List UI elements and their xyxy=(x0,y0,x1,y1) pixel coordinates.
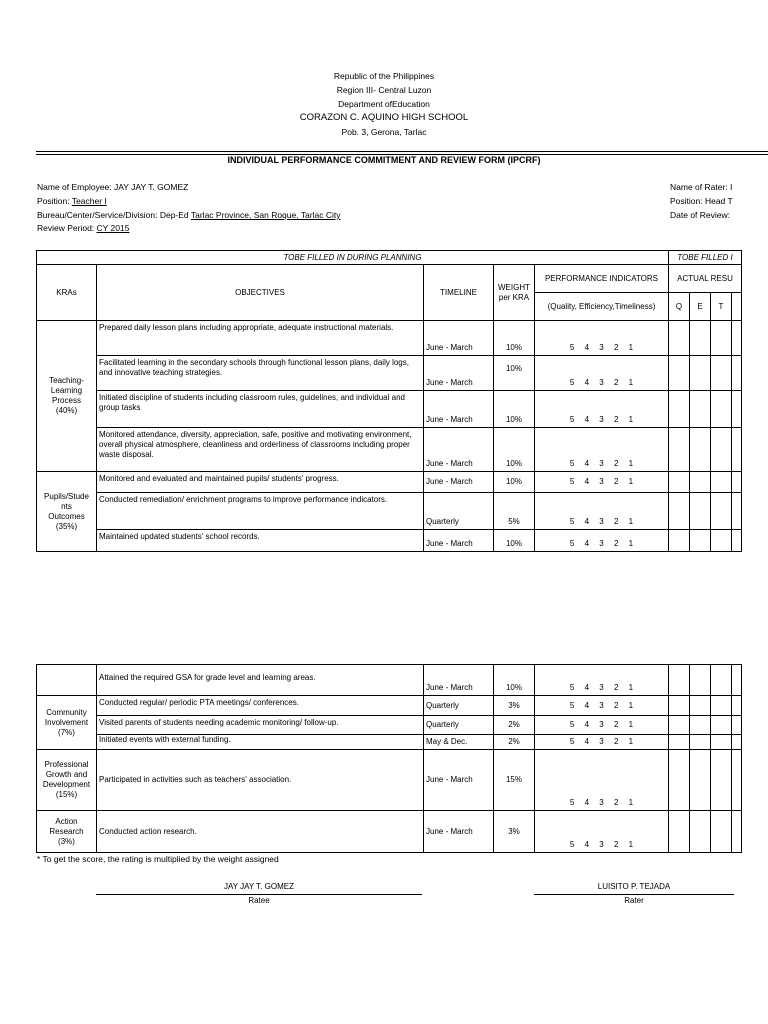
table-row xyxy=(37,716,742,735)
e-cell[interactable] xyxy=(690,750,711,811)
rater-name: LUISITO P. TEJADA xyxy=(597,882,671,891)
kra-professional-growth xyxy=(37,750,97,811)
table-row xyxy=(37,428,742,472)
t-header: T xyxy=(711,293,732,321)
school-address: Pob. 3, Gerona, Tarlac xyxy=(341,127,427,137)
weight-header: WEIGHT per KRA xyxy=(494,265,535,321)
table-row xyxy=(37,735,742,750)
timeline-cell: June - March xyxy=(424,321,494,356)
bureau-value-a: Dep-Ed xyxy=(159,210,191,220)
cut-cell xyxy=(732,665,742,696)
kra-label-line: Involvement xyxy=(44,717,89,727)
q-cell[interactable] xyxy=(669,493,690,530)
e-cell[interactable] xyxy=(690,321,711,356)
footnote: * To get the score, the rating is multiplied by the weight assigned xyxy=(37,854,279,864)
objective-cell: Monitored and evaluated and maintained pupils/ students' progress. xyxy=(97,472,424,493)
t-cell[interactable] xyxy=(711,472,732,493)
objectives-header: OBJECTIVES xyxy=(97,265,424,321)
table-row xyxy=(37,530,742,552)
ratee-name: JAY JAY T. GOMEZ xyxy=(224,882,294,891)
kra-label-line: Action xyxy=(55,816,78,826)
rater-label: Rater xyxy=(624,896,644,905)
review-period-label: Review Period: xyxy=(37,223,97,233)
kra-teaching-learning xyxy=(37,321,97,472)
bureau-line xyxy=(37,209,340,222)
q-cell[interactable] xyxy=(669,696,690,716)
kra-label-line: Growth and xyxy=(45,770,88,779)
e-cell[interactable] xyxy=(690,716,711,735)
e-cell[interactable] xyxy=(690,696,711,716)
cut-column xyxy=(732,293,742,321)
rating-scale: 5 4 3 2 1 xyxy=(535,428,669,472)
table-row xyxy=(37,321,742,356)
objective-cell: Initiated events with external funding. xyxy=(97,735,424,750)
rating-scale: 5 4 3 2 1 xyxy=(535,811,669,853)
rating-scale: 5 4 3 2 1 xyxy=(535,735,669,750)
rating-scale: 5 4 3 2 1 xyxy=(535,391,669,428)
table-row xyxy=(37,696,742,716)
rater-name-label: Name of Rater: I xyxy=(670,182,733,192)
weight-cell: 2% xyxy=(494,716,535,735)
timeline-cell: June - March xyxy=(424,472,494,493)
table-row xyxy=(37,750,742,811)
weight-cell: 3% xyxy=(494,811,535,853)
e-cell[interactable] xyxy=(690,356,711,391)
e-cell[interactable] xyxy=(690,391,711,428)
t-cell[interactable] xyxy=(711,750,732,811)
kra-label-line: (40%) xyxy=(55,406,78,415)
cut-cell xyxy=(732,696,742,716)
employee-name-line xyxy=(37,181,188,194)
objective-cell: Initiated discipline of students including classroom rules, guidelines, and individual and group tasks xyxy=(97,391,424,428)
table-row xyxy=(37,356,742,391)
cut-cell xyxy=(732,428,742,472)
weight-cell: 10% xyxy=(494,665,535,696)
e-cell[interactable] xyxy=(690,530,711,552)
table-row xyxy=(37,811,742,853)
objective-cell: Conducted regular/ periodic PTA meetings/ conferences. xyxy=(97,696,424,716)
kra-label-line: Learning xyxy=(50,386,83,395)
kra-continued xyxy=(37,665,97,696)
weight-cell: 10% xyxy=(494,391,535,428)
rater-position-label: Position: Head T xyxy=(670,196,733,206)
t-cell[interactable] xyxy=(711,428,732,472)
actual-results-header: ACTUAL RESU xyxy=(669,265,742,293)
timeline-cell: June - March xyxy=(424,356,494,391)
q-cell[interactable] xyxy=(669,321,690,356)
review-period-value: CY 2015 xyxy=(96,223,130,233)
rating-scale: 5 4 3 2 1 xyxy=(535,716,669,735)
header-department: Department ofEducation xyxy=(338,99,430,109)
t-cell[interactable] xyxy=(711,530,732,552)
ratee-label: Ratee xyxy=(248,896,270,905)
t-cell[interactable] xyxy=(711,321,732,356)
header-republic: Republic of the Philippines xyxy=(333,71,435,81)
objective-cell: Monitored attendance, diversity, appreciation, safe, positive and motivating environment, overall physical atmosphere, cleanliness and orderliness of classrooms including proper waste disposal. xyxy=(97,428,424,472)
ipcrf-table-top xyxy=(36,250,742,552)
kra-action-research xyxy=(37,811,97,853)
school-name: CORAZON C. AQUINO HIGH SCHOOL xyxy=(299,112,469,123)
cut-cell xyxy=(732,735,742,750)
table-row xyxy=(37,493,742,530)
table-row xyxy=(37,391,742,428)
review-date-label: Date of Review: xyxy=(670,210,730,220)
timeline-cell: June - March xyxy=(424,665,494,696)
q-cell[interactable] xyxy=(669,735,690,750)
timeline-cell: June - March xyxy=(424,428,494,472)
q-cell[interactable] xyxy=(669,391,690,428)
weight-cell: 10% xyxy=(494,321,535,356)
bureau-label: Bureau/Center/Service/Division: xyxy=(37,210,160,220)
timeline-cell: May & Dec. xyxy=(424,735,494,750)
t-cell[interactable] xyxy=(711,356,732,391)
e-cell[interactable] xyxy=(690,811,711,853)
timeline-cell: Quarterly xyxy=(424,696,494,716)
t-cell[interactable] xyxy=(711,696,732,716)
kra-pupils-outcomes xyxy=(37,472,97,552)
q-header: Q xyxy=(669,293,690,321)
q-cell[interactable] xyxy=(669,665,690,696)
q-cell[interactable] xyxy=(669,356,690,391)
t-cell[interactable] xyxy=(711,735,732,750)
timeline-cell: June - March xyxy=(424,750,494,811)
weight-cell: 15% xyxy=(494,750,535,811)
employee-name: JAY JAY T. GOMEZ xyxy=(114,182,189,192)
timeline-cell: June - March xyxy=(424,530,494,552)
timeline-header: TIMELINE xyxy=(424,265,494,321)
objective-cell: Maintained updated students' school records. xyxy=(97,530,424,552)
weight-cell: 10% xyxy=(494,428,535,472)
performance-indicators-header: PERFORMANCE INDICATORS xyxy=(535,265,669,293)
objective-cell: Prepared daily lesson plans including appropriate, adequate instructional materials. xyxy=(97,321,424,356)
rating-scale: 5 4 3 2 1 xyxy=(535,356,669,391)
qet-subheader: (Quality, Efficiency,Timeliness) xyxy=(535,293,669,321)
t-cell[interactable] xyxy=(711,391,732,428)
kra-label-line: Outcomes xyxy=(48,511,85,521)
timeline-cell: June - March xyxy=(424,811,494,853)
review-period-line xyxy=(37,222,129,235)
objective-cell: Facilitated learning in the secondary schools through functional lesson plans, daily logs, and innovative teaching strategies. xyxy=(97,356,424,391)
q-cell[interactable] xyxy=(669,811,690,853)
kra-label-line: Development xyxy=(42,780,91,789)
cut-cell xyxy=(732,716,742,735)
t-cell[interactable] xyxy=(711,493,732,530)
cut-cell xyxy=(732,811,742,853)
kra-label-line: Professional xyxy=(44,760,89,769)
header-region: Region III- Central Luzon xyxy=(336,85,432,95)
planning-banner: TOBE FILLED IN DURING PLANNING xyxy=(37,251,669,265)
q-cell[interactable] xyxy=(669,750,690,811)
objective-cell: Attained the required GSA for grade level and learning areas. xyxy=(97,665,424,696)
kra-label-line: Research xyxy=(49,826,84,836)
form-title: INDIVIDUAL PERFORMANCE COMMITMENT AND REVIEW FORM (IPCRF) xyxy=(227,155,541,165)
rating-scale: 5 4 3 2 1 xyxy=(535,493,669,530)
kra-label-line: (15%) xyxy=(55,790,78,799)
t-cell[interactable] xyxy=(711,716,732,735)
rating-scale: 5 4 3 2 1 xyxy=(535,696,669,716)
cut-cell xyxy=(732,356,742,391)
table-row xyxy=(37,665,742,696)
rating-scale: 5 4 3 2 1 xyxy=(535,665,669,696)
position-label: Position: xyxy=(37,196,72,206)
rating-scale: 5 4 3 2 1 xyxy=(535,530,669,552)
kra-label-line: (7%) xyxy=(58,727,75,737)
q-cell[interactable] xyxy=(669,428,690,472)
cut-cell xyxy=(732,493,742,530)
e-cell[interactable] xyxy=(690,472,711,493)
rating-scale: 5 4 3 2 1 xyxy=(535,472,669,493)
review-banner: TOBE FILLED I xyxy=(669,251,742,265)
header-divider xyxy=(36,151,768,152)
e-cell[interactable] xyxy=(690,665,711,696)
table-row xyxy=(37,472,742,493)
weight-cell: 10% xyxy=(494,530,535,552)
e-cell[interactable] xyxy=(690,493,711,530)
e-cell[interactable] xyxy=(690,428,711,472)
q-cell[interactable] xyxy=(669,530,690,552)
kra-label-line: Community xyxy=(46,707,87,717)
timeline-cell: Quarterly xyxy=(424,716,494,735)
timeline-cell: Quarterly xyxy=(424,493,494,530)
weight-cell: 5% xyxy=(494,493,535,530)
kra-label-line: Process xyxy=(52,396,81,405)
rating-scale: 5 4 3 2 1 xyxy=(535,321,669,356)
position-value: Teacher I xyxy=(71,196,107,206)
objective-cell: Visited parents of students needing academic monitoring/ follow-up. xyxy=(97,716,424,735)
ipcrf-table-bottom xyxy=(36,664,742,853)
kra-label-line: (3%) xyxy=(58,836,75,846)
kra-label-line: Teaching- xyxy=(49,376,84,385)
kra-label-line: (35%) xyxy=(55,521,78,531)
e-cell[interactable] xyxy=(690,735,711,750)
position-line xyxy=(37,195,107,208)
bureau-value-b: Tarlac Province, San Roque, Tarlac City xyxy=(190,210,341,220)
objective-cell: Conducted action research. xyxy=(97,811,424,853)
employee-name-label: Name of Employee: xyxy=(37,182,115,192)
q-cell[interactable] xyxy=(669,472,690,493)
weight-cell: 10% xyxy=(494,356,535,391)
t-cell[interactable] xyxy=(711,665,732,696)
objective-cell: Conducted remediation/ enrichment programs to improve performance indicators. xyxy=(97,493,424,530)
cut-cell xyxy=(732,750,742,811)
cut-cell xyxy=(732,391,742,428)
e-header: E xyxy=(690,293,711,321)
objective-cell: Participated in activities such as teachers' association. xyxy=(97,750,424,811)
kra-label-line: nts xyxy=(61,501,72,511)
cut-cell xyxy=(732,530,742,552)
kra-community-involvement xyxy=(37,696,97,750)
weight-cell: 2% xyxy=(494,735,535,750)
rater-signature-line xyxy=(534,894,734,895)
q-cell[interactable] xyxy=(669,716,690,735)
rating-scale: 5 4 3 2 1 xyxy=(535,750,669,811)
weight-cell: 10% xyxy=(494,472,535,493)
ratee-signature-line xyxy=(96,894,422,895)
weight-cell: 3% xyxy=(494,696,535,716)
cut-cell xyxy=(732,321,742,356)
kras-header: KRAs xyxy=(37,265,97,321)
kra-label-line: Pupils/Stude xyxy=(44,491,89,501)
cut-cell xyxy=(732,472,742,493)
timeline-cell: June - March xyxy=(424,391,494,428)
t-cell[interactable] xyxy=(711,811,732,853)
